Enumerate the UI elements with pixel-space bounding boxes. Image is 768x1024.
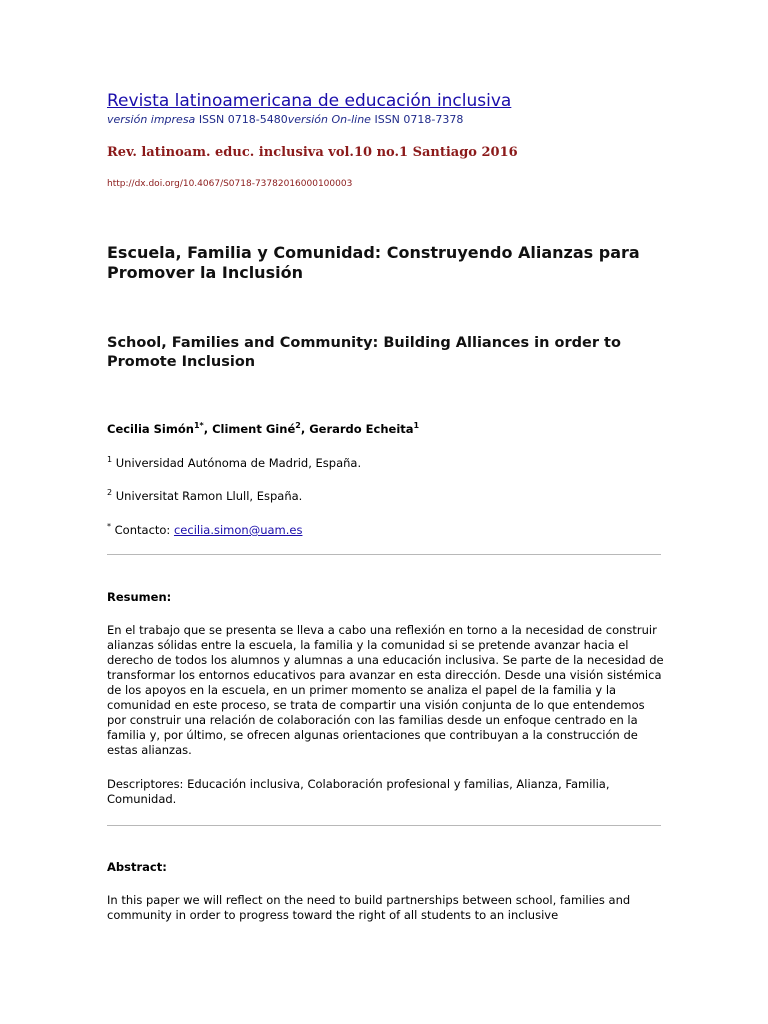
- article-title-spanish: Escuela, Familia y Comunidad: Construyendo Alianzas para Promover la Inclusión: [107, 243, 640, 282]
- resumen-descriptores: Descriptores: Educación inclusiva, Colaboración profesional y familias, Alianza, Familia, Comunidad.: [107, 777, 610, 806]
- issn-line: [107, 113, 463, 126]
- author-name: Climent Giné: [212, 421, 296, 436]
- contact-label: Contacto:: [111, 522, 174, 537]
- affiliation: [107, 455, 361, 470]
- affiliation: [107, 488, 302, 503]
- section-divider: [107, 554, 661, 555]
- author-mark: 1*: [193, 421, 204, 430]
- article-title-english: School, Families and Community: Building Alliances in order to Promote Inclusion: [107, 335, 621, 370]
- author-name: Cecilia Simón: [107, 421, 194, 436]
- author-list: [107, 421, 419, 436]
- section-divider: [107, 825, 661, 826]
- abstract-body: In this paper we will reflect on the need to build partnerships between school, families and community in order to progress toward the right of all students to an inclusive: [107, 893, 631, 922]
- author-separator: ,: [300, 421, 310, 436]
- abstract-heading: Abstract:: [107, 860, 167, 874]
- issn-print-label: versión impresa: [107, 113, 196, 126]
- affiliation-mark: 2: [107, 488, 113, 497]
- contact-email-link[interactable]: cecilia.simon@uam.es: [173, 522, 303, 537]
- doi-link[interactable]: http://dx.doi.org/10.4067/S0718-73782016000100003: [107, 179, 353, 189]
- issn-print: ISSN 0718-5480: [198, 113, 288, 126]
- journal-title-link[interactable]: Revista latinoamericana de educación inclusiva: [107, 91, 512, 111]
- resumen-body: En el trabajo que se presenta se lleva a cabo una reflexión en torno a la necesidad de construir alianzas sólidas entre la escuela, la familia y la comunidad si se pretende avanzar hacia el derecho de todos los alumnos y alumnas a una educación inclusiva. Se parte de la necesidad de transformar los entornos educativos para avanzar en esta dirección. Desde una visión sistémica de los apoyos en la escuela, en un primer momento se analiza el papel de la familia y la comunidad en este proceso, se trata de compartir una visión conjunta de lo que entendemos por construir una relación de colaboración con las familias desde un enfoque centrado en la familia y, por último, se ofrecen algunas orientaciones que contribuyan a la construcción de estas alianzas.: [107, 623, 664, 757]
- affiliation-mark: 1: [107, 455, 113, 464]
- author-name: Gerardo Echeita: [309, 421, 414, 436]
- contact-mark: *: [107, 522, 111, 531]
- issn-online: ISSN 0718-7378: [374, 113, 464, 126]
- issue-citation: Rev. latinoam. educ. inclusiva vol.10 no.1 Santiago 2016: [107, 145, 518, 160]
- issn-online-label: versión On-line: [287, 113, 371, 126]
- affiliation-text: Universitat Ramon Llull, España.: [112, 488, 303, 503]
- resumen-heading: Resumen:: [107, 590, 172, 604]
- contact-line: [107, 522, 302, 537]
- author-mark: 2: [295, 421, 301, 430]
- author-mark: 1: [413, 421, 420, 430]
- affiliation-text: Universidad Autónoma de Madrid, España.: [112, 455, 362, 470]
- author-separator: ,: [203, 421, 213, 436]
